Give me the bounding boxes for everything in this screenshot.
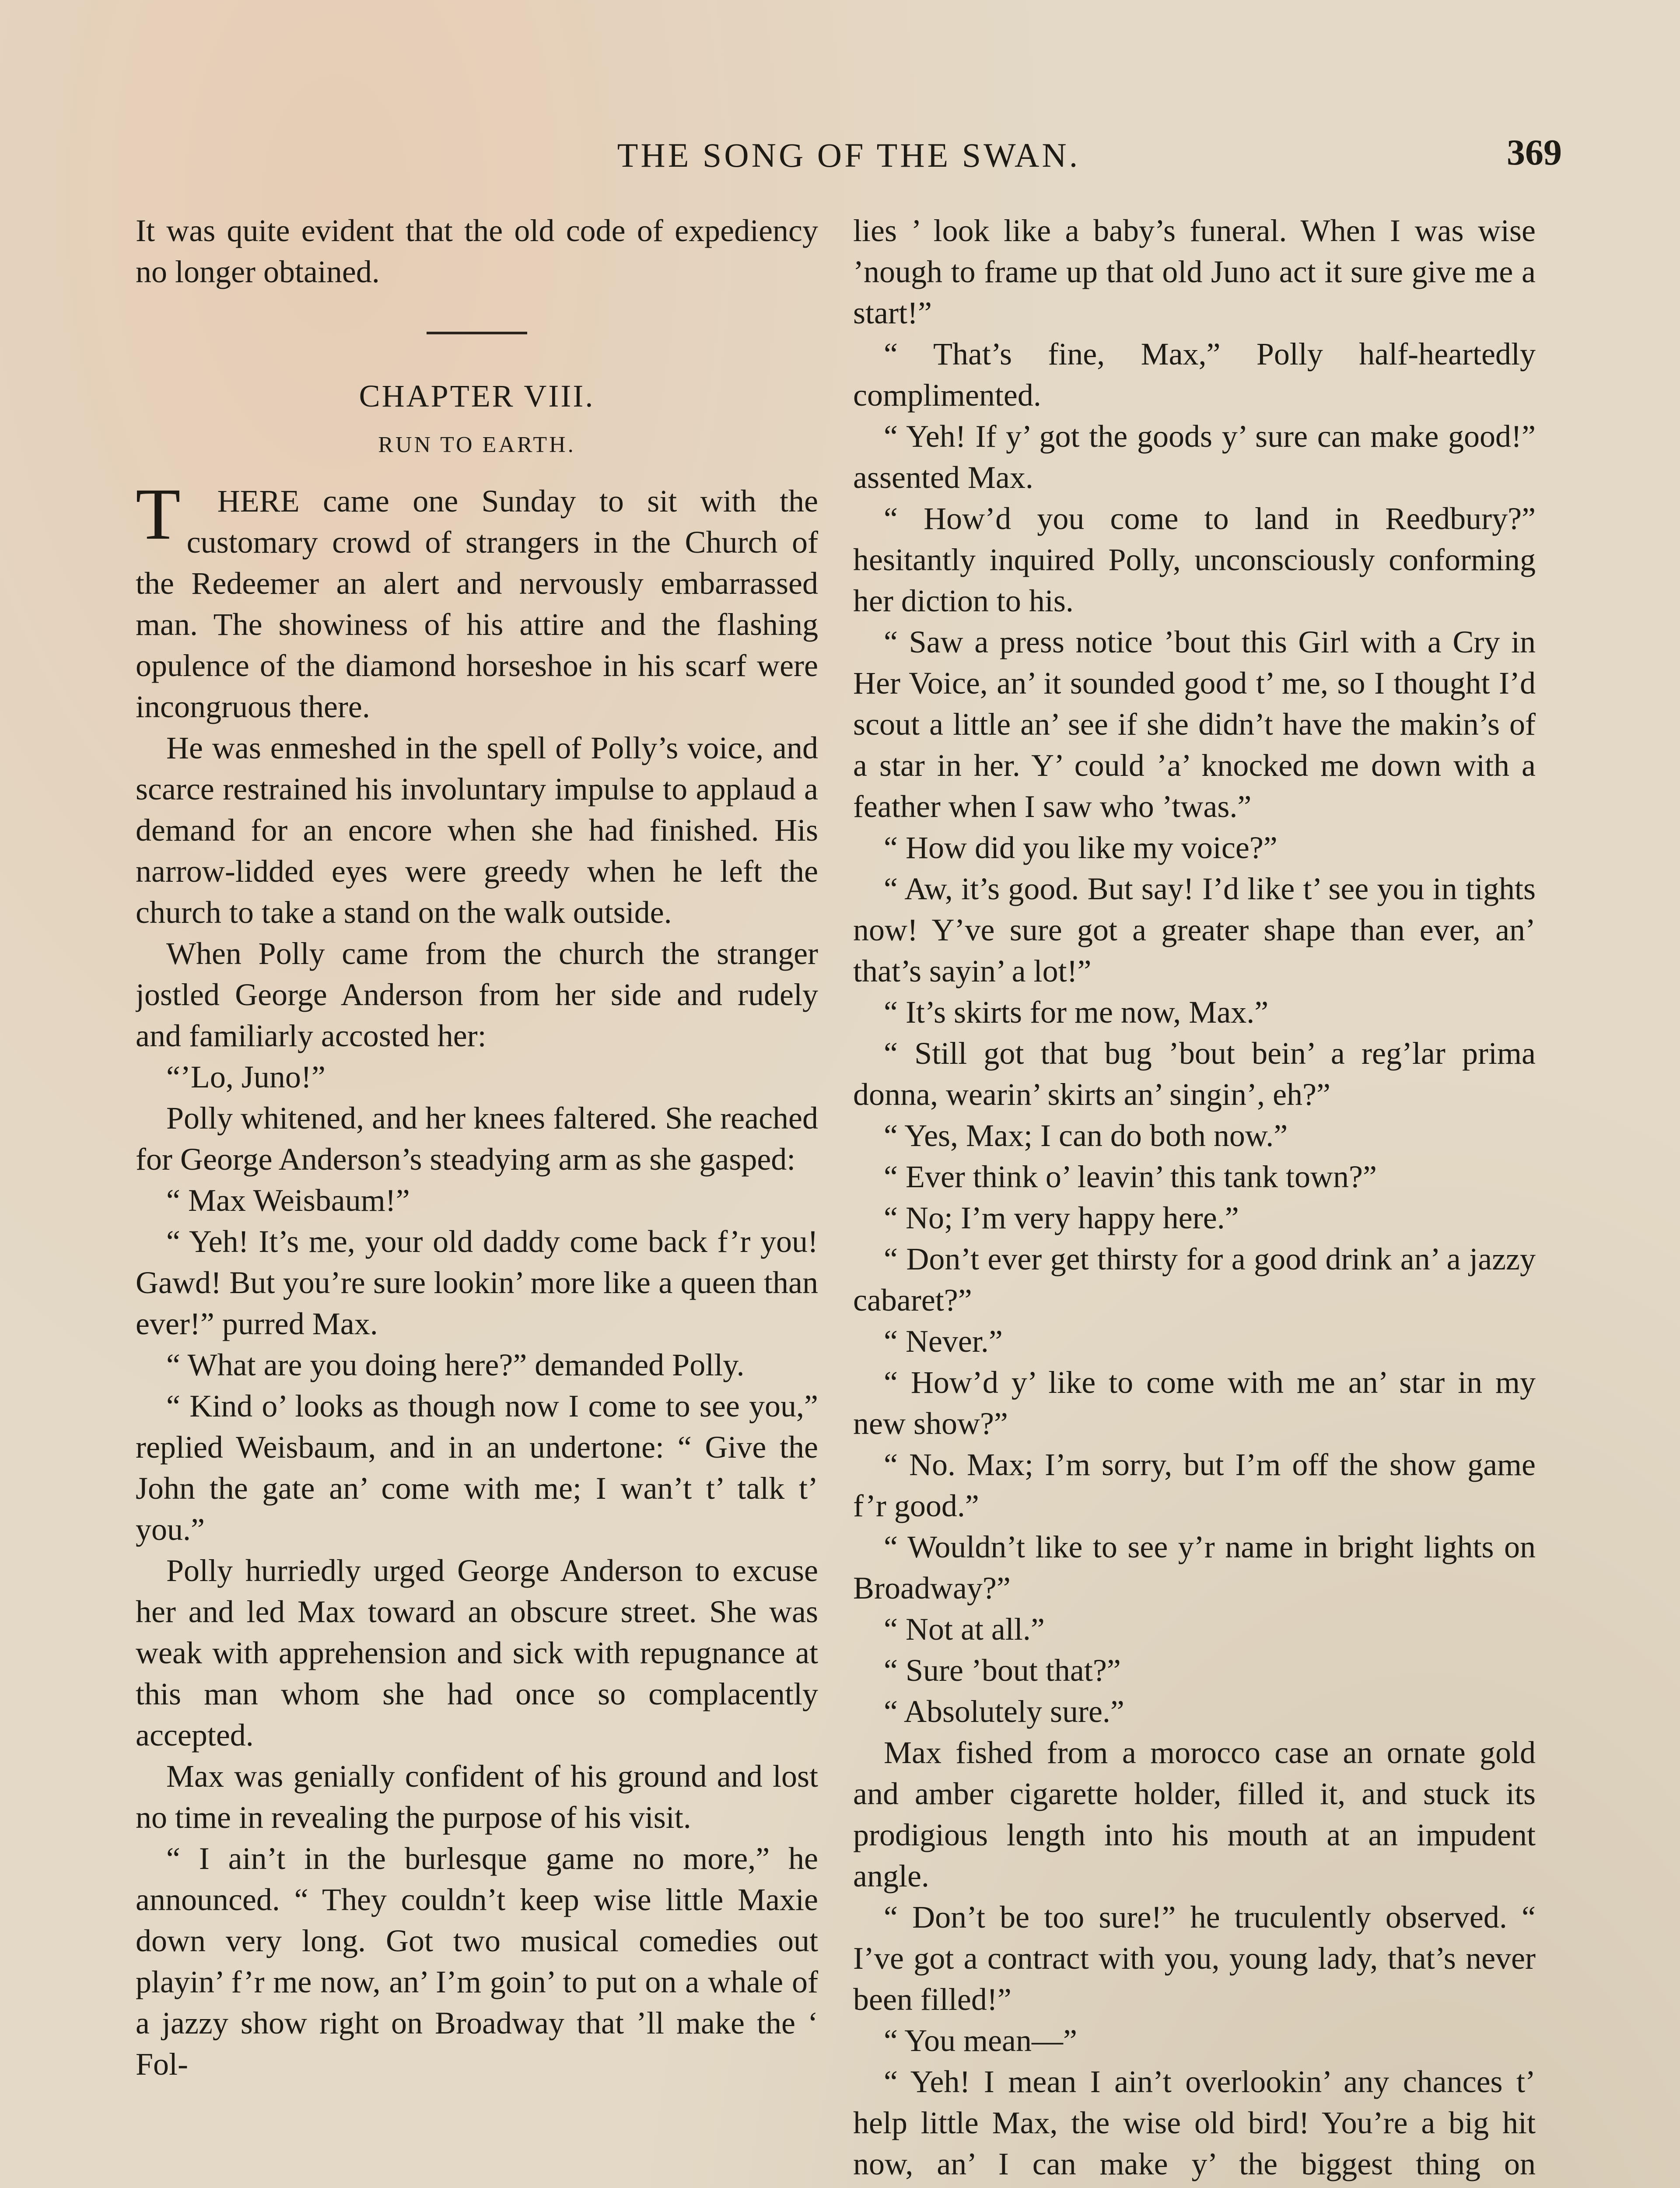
paragraph: “ You mean—” xyxy=(884,2023,1077,2058)
paragraph: “ What are you doing here?” demanded Polly. xyxy=(166,1347,745,1382)
paragraph: “ Wouldn’t like to see y’r name in bright lights on Broadway?” xyxy=(853,1529,1536,1606)
paragraph: “ Yeh! If y’ got the goods y’ sure can make good!” assented Max. xyxy=(853,419,1536,495)
paragraph: “ No; I’m very happy here.” xyxy=(884,1200,1239,1235)
chapter-subtitle: RUN TO EARTH. xyxy=(378,432,576,457)
page-number: 369 xyxy=(1507,132,1562,173)
paragraph: “ That’s fine, Max,” Polly half-heartedly complimented. xyxy=(853,337,1536,413)
paragraph: “ Kind o’ looks as though now I come to see you,” replied Weisbaum, and in an undertone: “ Give the John the gate an’ come with me; I wan’t t’ talk t’ you.” xyxy=(136,1389,818,1547)
paragraph: “ Aw, it’s good. But say! I’d like t’ see you in tights now! Y’ve sure got a greater shape than ever, an’ that’s sayin’ a lot!” xyxy=(853,871,1536,989)
page-header xyxy=(136,131,1562,179)
paragraph: “ It’s skirts for me now, Max.” xyxy=(884,995,1269,1030)
paragraph: “’Lo, Juno!” xyxy=(166,1059,326,1094)
chapter-heading: CHAPTER VIII. xyxy=(359,379,595,414)
drop-cap: T xyxy=(136,473,181,555)
paragraph: “ Don’t be too sure!” he truculently observed. “ I’ve got a contract with you, young lady, that’s never been filled!” xyxy=(853,1900,1536,2017)
right-column xyxy=(853,210,1536,2188)
section-divider xyxy=(427,332,527,334)
paragraph: “ How did you like my voice?” xyxy=(884,830,1278,865)
paragraph: lies ’ look like a baby’s funeral. When I was wise ’nough to frame up that old Juno act it sure give me a start!” xyxy=(853,213,1536,330)
paragraph: “ Absolutely sure.” xyxy=(884,1694,1124,1729)
paragraph: It was quite evident that the old code of expediency no longer obtained. xyxy=(136,213,818,289)
paragraph: “ Yeh! It’s me, your old daddy come back f’r you! Gawd! But you’re sure lookin’ more like a queen than ever!” purred Max. xyxy=(136,1224,818,1341)
running-head: THE SONG OF THE SWAN. xyxy=(617,136,1081,174)
paragraph: “ Don’t ever get thirsty for a good drink an’ a jazzy cabaret?” xyxy=(853,1241,1536,1318)
paragraph: He was enmeshed in the spell of Polly’s voice, and scarce restrained his involuntary impulse to applaud a demand for an encore when she had finished. His narrow-lidded eyes were greedy when he left the church to take a stand on the walk outside. xyxy=(136,730,818,930)
paragraph: “ Yeh! I mean I ain’t overlookin’ any chances t’ help little Max, the wise old bird! You’re a big hit now, an’ I can make y’ the biggest thing on xyxy=(853,2064,1536,2181)
paragraph: Polly whitened, and her knees faltered. She reached for George Anderson’s steadying arm as she gasped: xyxy=(136,1101,818,1177)
paragraph: “ Sure ’bout that?” xyxy=(884,1653,1121,1688)
paragraph: “ How’d you come to land in Reedbury?” hesitantly inquired Polly, unconsciously conforming her diction to his. xyxy=(853,501,1536,618)
left-column xyxy=(136,210,818,2188)
paragraph: “ Yes, Max; I can do both now.” xyxy=(884,1118,1288,1153)
paragraph: Max was genially confident of his ground and lost no time in revealing the purpose of his visit. xyxy=(136,1759,818,1835)
paragraph: “ Not at all.” xyxy=(884,1612,1045,1647)
paragraph: When Polly came from the church the stranger jostled George Anderson from her side and rudely and familiarly accosted her: xyxy=(136,936,818,1053)
paragraph: Max fished from a morocco case an ornate gold and amber cigarette holder, filled it, and stuck its prodigious length into his mouth at an impudent angle. xyxy=(853,1735,1536,1893)
opening-paragraph xyxy=(136,473,818,727)
paragraph: “ Saw a press notice ’bout this Girl with a Cry in Her Voice, an’ it sounded good t’ me, so I thought I’d scout a little an’ see if she didn’t have the makin’s of a star in her. Y’ could ’a’ knocked me down with a feather when I saw who ’twas.” xyxy=(853,624,1536,824)
paragraph: “ Ever think o’ leavin’ this tank town?” xyxy=(884,1159,1377,1194)
paragraph: “ Max Weisbaum!” xyxy=(166,1183,410,1218)
opening-paragraph-text: HERE came one Sunday to sit with the customary crowd of strangers in the Church of the Redeemer an alert and nervously embarrassed man. The showiness of his attire and the flashing opulence of the diamond horseshoe in his scarf were incongruous there. xyxy=(136,484,818,724)
paragraph: “ I ain’t in the burlesque game no more,” he announced. “ They couldn’t keep wise little Maxie down very long. Got two musical comedies out playin’ f’r me now, an’ I’m goin’ to put on a whale of a jazzy show right on Broadway that ’ll make the ‘ Fol- xyxy=(136,1841,818,2082)
paragraph: “ Never.” xyxy=(884,1324,1003,1359)
paragraph: “ Still got that bug ’bout bein’ a reg’lar prima donna, wearin’ skirts an’ singin’, eh?” xyxy=(853,1036,1536,1112)
paragraph: Polly hurriedly urged George Anderson to excuse her and led Max toward an obscure street. She was weak with apprehension and sick with repugnance at this man whom she had once so complacently accepted. xyxy=(136,1553,818,1753)
paragraph: “ No. Max; I’m sorry, but I’m off the show game f’r good.” xyxy=(853,1447,1536,1523)
paragraph: “ How’d y’ like to come with me an’ star in my new show?” xyxy=(853,1365,1536,1441)
